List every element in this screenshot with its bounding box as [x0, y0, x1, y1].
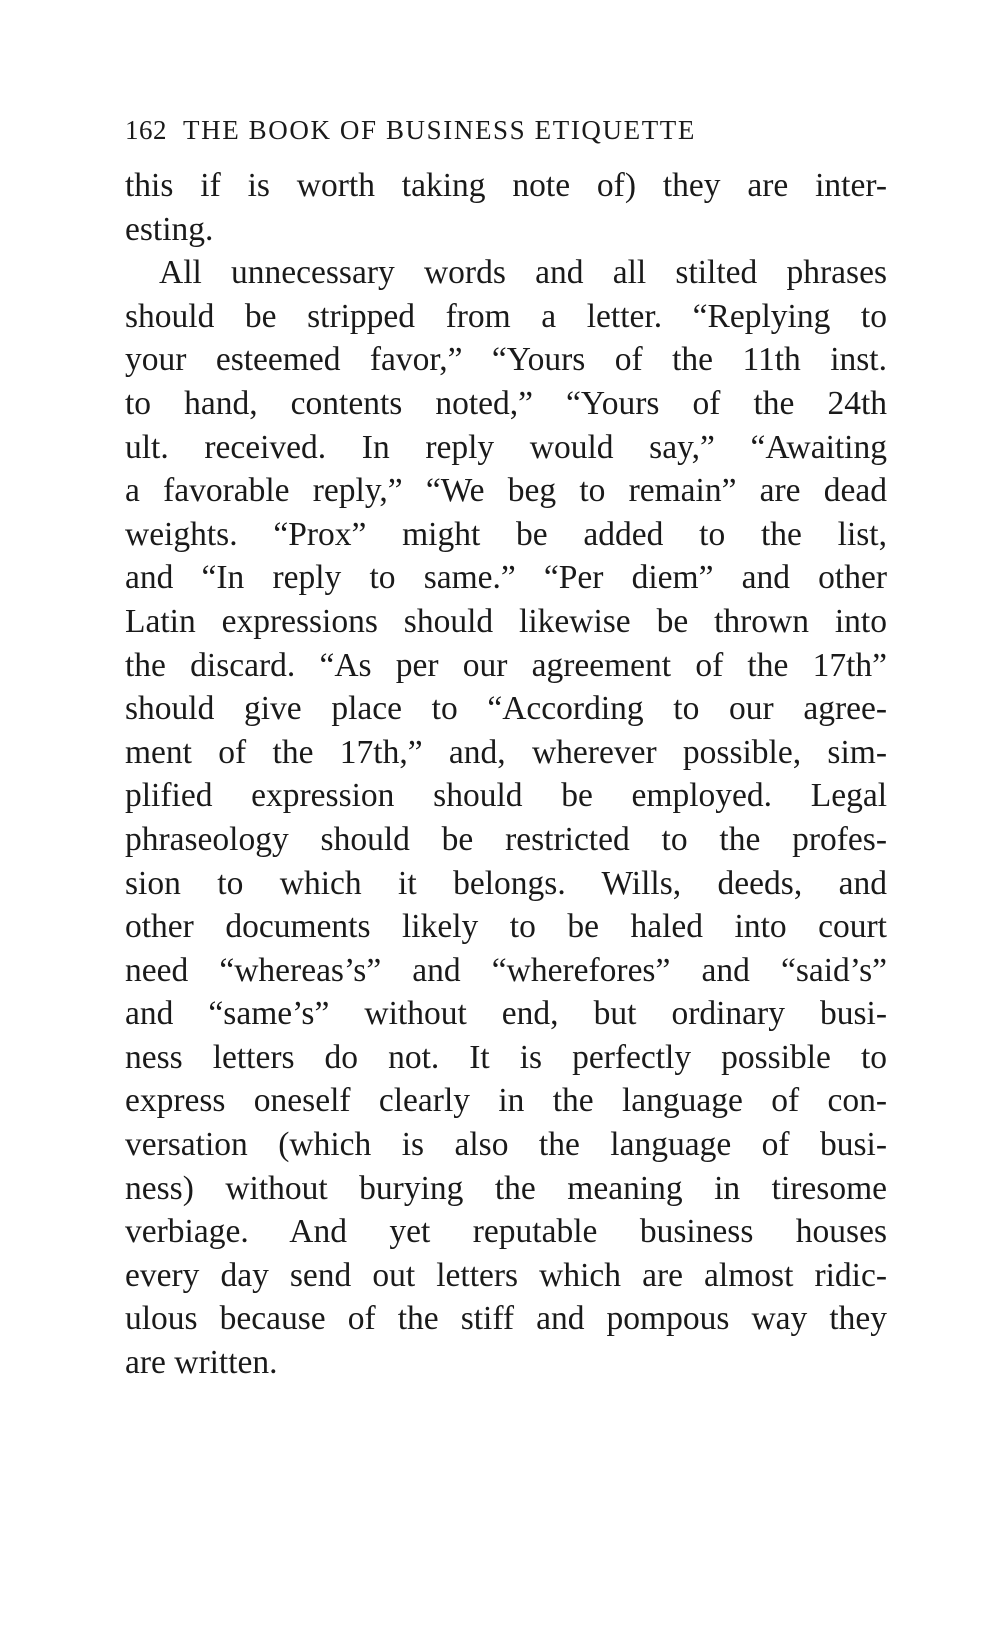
text-line: versation (which is also the language of busi-: [125, 1126, 887, 1164]
text-line: are written.: [125, 1344, 278, 1382]
body-text: [125, 164, 887, 1385]
text-line: should give place to “According to our agree-: [125, 690, 887, 728]
text-line: express oneself clearly in the language of con-: [125, 1082, 887, 1120]
text-line: ment of the 17th,” and, wherever possible, sim-: [125, 733, 887, 771]
text-line: a favorable reply,” “We beg to remain” are dead: [125, 472, 887, 510]
running-title: THE BOOK OF BUSINESS ETIQUETTE: [183, 115, 696, 145]
text-line: weights. “Prox” might be added to the list,: [125, 515, 887, 553]
paragraph-first-line: All unnecessary words and all stilted phrases: [159, 254, 887, 292]
text-line: ness letters do not. It is perfectly possible to: [125, 1038, 887, 1076]
text-line: and “In reply to same.” “Per diem” and other: [125, 559, 887, 597]
text-line: ulous because of the stiff and pompous way they: [125, 1300, 887, 1338]
text-line: verbiage. And yet reputable business houses: [125, 1213, 887, 1251]
text-line: Latin expressions should likewise be thrown into: [125, 602, 887, 640]
text-line: the discard. “As per our agreement of the 17th”: [125, 646, 887, 684]
text-line: ult. received. In reply would say,” “Awaiting: [125, 428, 887, 466]
text-line: every day send out letters which are almost ridic-: [125, 1256, 887, 1294]
running-header: [125, 112, 835, 148]
text-line: phraseology should be restricted to the profes-: [125, 820, 887, 858]
text-line: should be stripped from a letter. “Replying to: [125, 297, 887, 335]
text-line: this if is worth taking note of) they are inter-: [125, 167, 887, 204]
page-number: 162: [125, 115, 167, 145]
text-line: other documents likely to be haled into court: [125, 908, 887, 946]
text-line: and “same’s” without end, but ordinary busi-: [125, 995, 887, 1033]
text-line: esting.: [125, 210, 214, 248]
text-line: ness) without burying the meaning in tiresome: [125, 1169, 887, 1207]
text-line: sion to which it belongs. Wills, deeds, and: [125, 864, 887, 902]
text-line: to hand, contents noted,” “Yours of the 24th: [125, 384, 887, 422]
text-line: your esteemed favor,” “Yours of the 11th inst.: [125, 341, 887, 379]
text-line: plified expression should be employed. Legal: [125, 777, 887, 815]
text-line: need “whereas’s” and “wherefores” and “said’s”: [125, 951, 887, 989]
